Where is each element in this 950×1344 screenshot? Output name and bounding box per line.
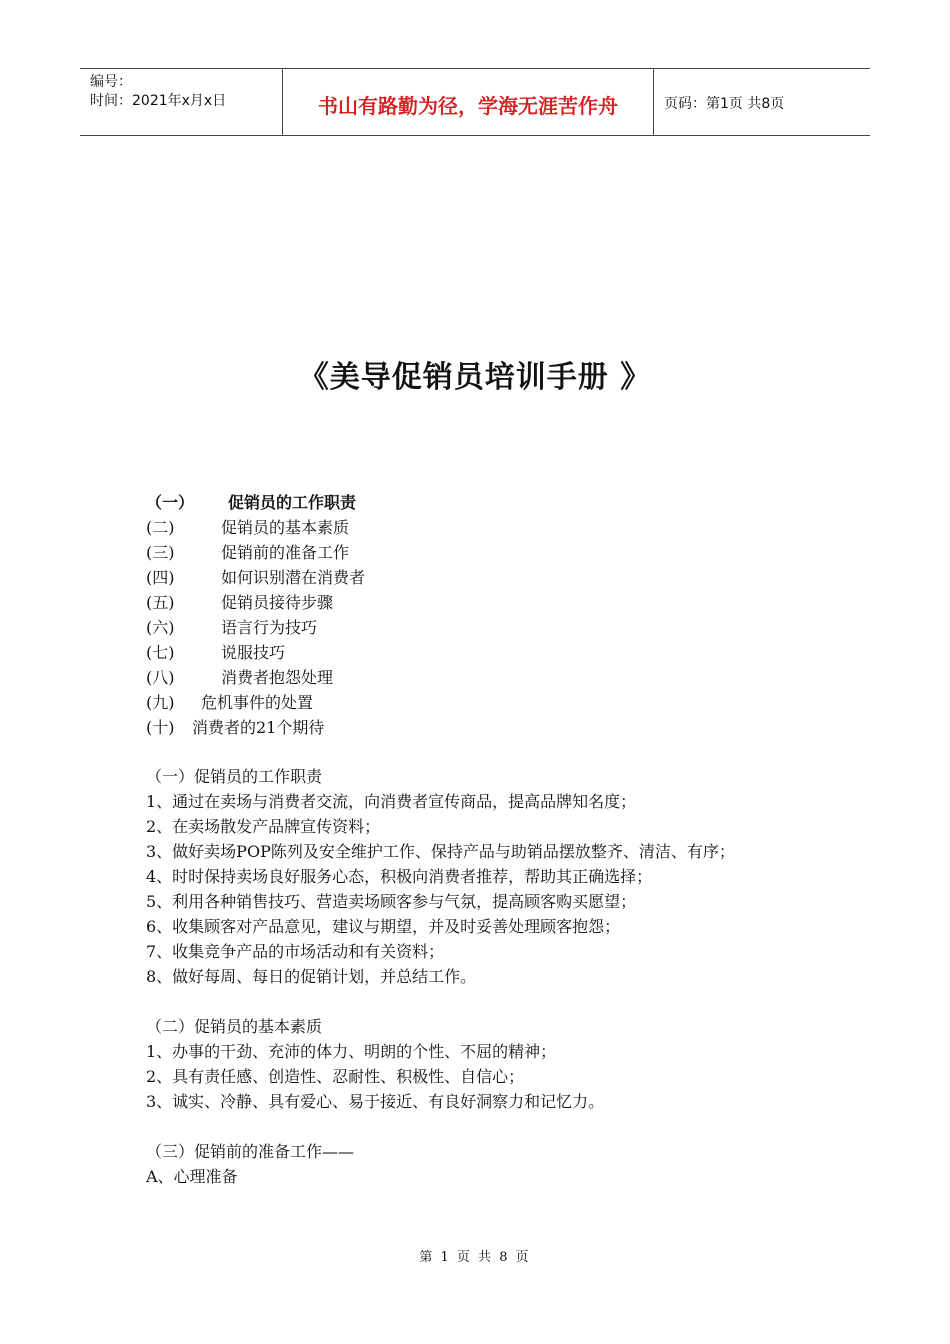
toc-number: (九) — [146, 693, 175, 712]
number-label: 编号： — [90, 74, 132, 90]
section-heading: （三）促销前的准备工作—— — [146, 1142, 355, 1161]
toc-number: (三) — [146, 543, 175, 562]
time-label: 时间：2021年x月x日 — [90, 93, 227, 109]
toc-item — [146, 690, 365, 715]
list-item: 4、时时保持卖场良好服务心态，积极向消费者推荐，帮助其正确选择； — [146, 867, 653, 886]
toc-text: 危机事件的处置 — [201, 693, 314, 712]
toc-item — [146, 565, 365, 590]
toc-number: (七) — [146, 643, 175, 662]
toc-number: (八) — [146, 668, 175, 687]
toc-text: 如何识别潜在消费者 — [221, 568, 366, 587]
toc-number: (五) — [146, 593, 175, 612]
toc-item — [146, 490, 365, 515]
section-heading: （二）促销员的基本素质 — [146, 1017, 323, 1036]
list-item: 6、收集顾客对产品意见，建议与期望，并及时妥善处理顾客抱怨； — [146, 917, 621, 936]
toc-number: (四) — [146, 568, 175, 587]
header-page-cell — [654, 69, 870, 135]
list-item: 3、诚实、冷静、具有爱心、易于接近、有良好洞察力和记忆力。 — [146, 1092, 605, 1111]
toc-text: 促销员的工作职责 — [228, 493, 357, 512]
toc-number: (十) — [146, 718, 175, 737]
toc-item — [146, 615, 365, 640]
list-item: A、心理准备 — [146, 1167, 238, 1186]
toc-number: (六) — [146, 618, 175, 637]
toc-item — [146, 515, 365, 540]
list-item: 5、利用各种销售技巧、营造卖场顾客参与气氛，提高顾客购买愿望； — [146, 892, 637, 911]
toc-text: 说服技巧 — [221, 643, 286, 662]
toc-item — [146, 540, 365, 565]
header-motto-cell — [282, 69, 654, 135]
document-title: 《美导促销员培训手册 》 — [298, 360, 652, 395]
list-item: 1、办事的干劲、充沛的体力、明朗的个性、不屈的精神； — [146, 1042, 557, 1061]
page-label: 页码：第1页 共8页 — [664, 96, 785, 112]
toc-text: 促销前的准备工作 — [221, 543, 350, 562]
toc-text: 语言行为技巧 — [221, 618, 318, 637]
toc-text: 促销员的基本素质 — [221, 518, 350, 537]
header-meta — [80, 69, 282, 135]
toc-item — [146, 665, 365, 690]
document-body — [146, 764, 806, 1189]
list-item: 2、在卖场散发产品牌宣传资料； — [146, 817, 381, 836]
motto: 书山有路勤为径，学海无涯苦作舟 — [318, 93, 618, 118]
list-item: 7、收集竞争产品的市场活动和有关资料； — [146, 942, 445, 961]
toc-number: （一） — [146, 493, 195, 512]
list-item: 1、通过在卖场与消费者交流，向消费者宣传商品，提高品牌知名度； — [146, 792, 637, 811]
list-item: 3、做好卖场POP陈列及安全维护工作、保持产品与助销品摆放整齐、清洁、有序； — [146, 842, 735, 861]
page-footer: 第 1 页 共 8 页 — [419, 1250, 531, 1265]
section-heading: （一）促销员的工作职责 — [146, 767, 323, 786]
toc-text: 促销员接待步骤 — [221, 593, 334, 612]
list-item: 2、具有责任感、创造性、忍耐性、积极性、自信心； — [146, 1067, 525, 1086]
list-item: 8、做好每周、每日的促销计划，并总结工作。 — [146, 967, 477, 986]
header-table — [80, 68, 870, 136]
toc-number: (二) — [146, 518, 175, 537]
table-of-contents — [146, 490, 365, 740]
toc-item — [146, 715, 365, 740]
toc-text: 消费者的21个期待 — [192, 718, 325, 737]
toc-item — [146, 590, 365, 615]
toc-text: 消费者抱怨处理 — [221, 668, 334, 687]
toc-item — [146, 640, 365, 665]
